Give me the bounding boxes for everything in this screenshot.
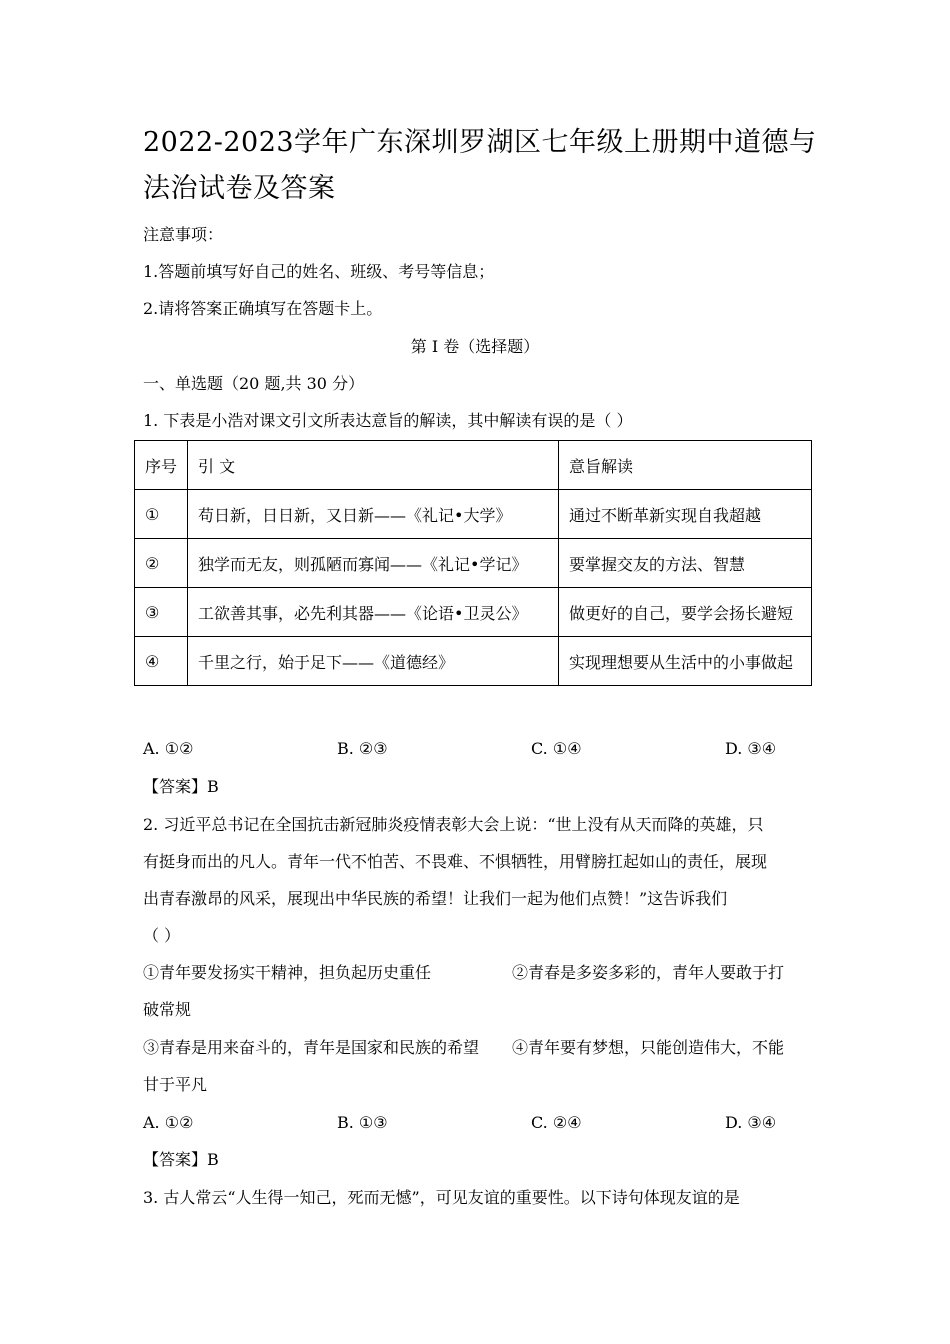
table-cell: 苟日新，日日新，又日新——《礼记•大学》: [188, 490, 559, 539]
option-b: B. ②③: [337, 739, 388, 758]
option-d: D. ③④: [725, 739, 777, 758]
question-2-answer: 【答案】B: [143, 1150, 219, 1169]
question-2-choice: ①青年要发扬实干精神，担负起历史重任: [143, 963, 432, 982]
table-row: [135, 637, 812, 686]
question-2-stem-line: 出青春激昂的风采，展现出中华民族的希望！让我们一起为他们点赞！”这告诉我们: [143, 889, 728, 908]
option-b: B. ①③: [337, 1113, 388, 1132]
volume-title: 第 I 卷（选择题）: [410, 337, 540, 356]
option-c: C. ②④: [531, 1113, 582, 1132]
table-row: [135, 490, 812, 539]
table-cell: 千里之行，始于足下——《道德经》: [188, 637, 559, 686]
question-2-choice: ④青年要有梦想，只能创造伟大，不能: [512, 1038, 785, 1057]
question-2-choice: ③青春是用来奋斗的，青年是国家和民族的希望: [143, 1038, 480, 1057]
table-cell: 独学而无友，则孤陋而寡闻——《礼记•学记》: [188, 539, 559, 588]
table-row: [135, 539, 812, 588]
question-2-stem-line: 2. 习近平总书记在全国抗击新冠肺炎疫情表彰大会上说：“世上没有从天而降的英雄，只: [143, 815, 764, 834]
question-1-table: [134, 440, 812, 686]
notice-item: 1.答题前填写好自己的姓名、班级、考号等信息；: [143, 262, 495, 281]
table-cell: 工欲善其事，必先利其器——《论语•卫灵公》: [188, 588, 559, 637]
question-2-stem-line: （ ）: [143, 926, 181, 945]
notice-item: 2.请将答案正确填写在答题卡上。: [143, 299, 383, 318]
document-title: 2022-2023学年广东深圳罗湖区七年级上册期中道德与法治试卷及答案: [143, 127, 817, 204]
question-2-choice-cont: 甘于平凡: [143, 1075, 208, 1094]
table-cell: 要掌握交友的方法、智慧: [559, 539, 812, 588]
table-cell: ①: [135, 490, 188, 539]
question-3-stem: 3. 古人常云“人生得一知己，死而无憾”，可见友谊的重要性。以下诗句体现友谊的是: [143, 1188, 740, 1207]
question-2-stem-line: 有挺身而出的凡人。青年一代不怕苦、不畏难、不惧牺牲，用臂膀扛起如山的责任，展现: [143, 852, 768, 871]
table-cell: ②: [135, 539, 188, 588]
table-cell: ③: [135, 588, 188, 637]
table-header-cell: 序号: [135, 441, 188, 490]
option-a: A. ①②: [143, 739, 194, 758]
option-d: D. ③④: [725, 1113, 777, 1132]
option-c: C. ①④: [531, 739, 582, 758]
table-cell: 做更好的自己，要学会扬长避短: [559, 588, 812, 637]
table-header-row: [135, 441, 812, 490]
question-1-stem: 1. 下表是小浩对课文引文所表达意旨的解读，其中解读有误的是（ ）: [143, 411, 633, 430]
option-a: A. ①②: [143, 1113, 194, 1132]
notice-heading: 注意事项：: [143, 225, 224, 244]
section-title: 一、单选题（20 题,共 30 分）: [143, 374, 365, 393]
table-header-cell: 意旨解读: [559, 441, 812, 490]
table-cell: 通过不断革新实现自我超越: [559, 490, 812, 539]
table-cell: 实现理想要从生活中的小事做起: [559, 637, 812, 686]
question-2-choice: ②青春是多姿多彩的，青年人要敢于打: [512, 963, 785, 982]
question-1-answer: 【答案】B: [143, 777, 219, 796]
question-2-choice-cont: 破常规: [143, 1000, 192, 1019]
table-header-cell: 引 文: [188, 441, 559, 490]
table-row: [135, 588, 812, 637]
table-cell: ④: [135, 637, 188, 686]
